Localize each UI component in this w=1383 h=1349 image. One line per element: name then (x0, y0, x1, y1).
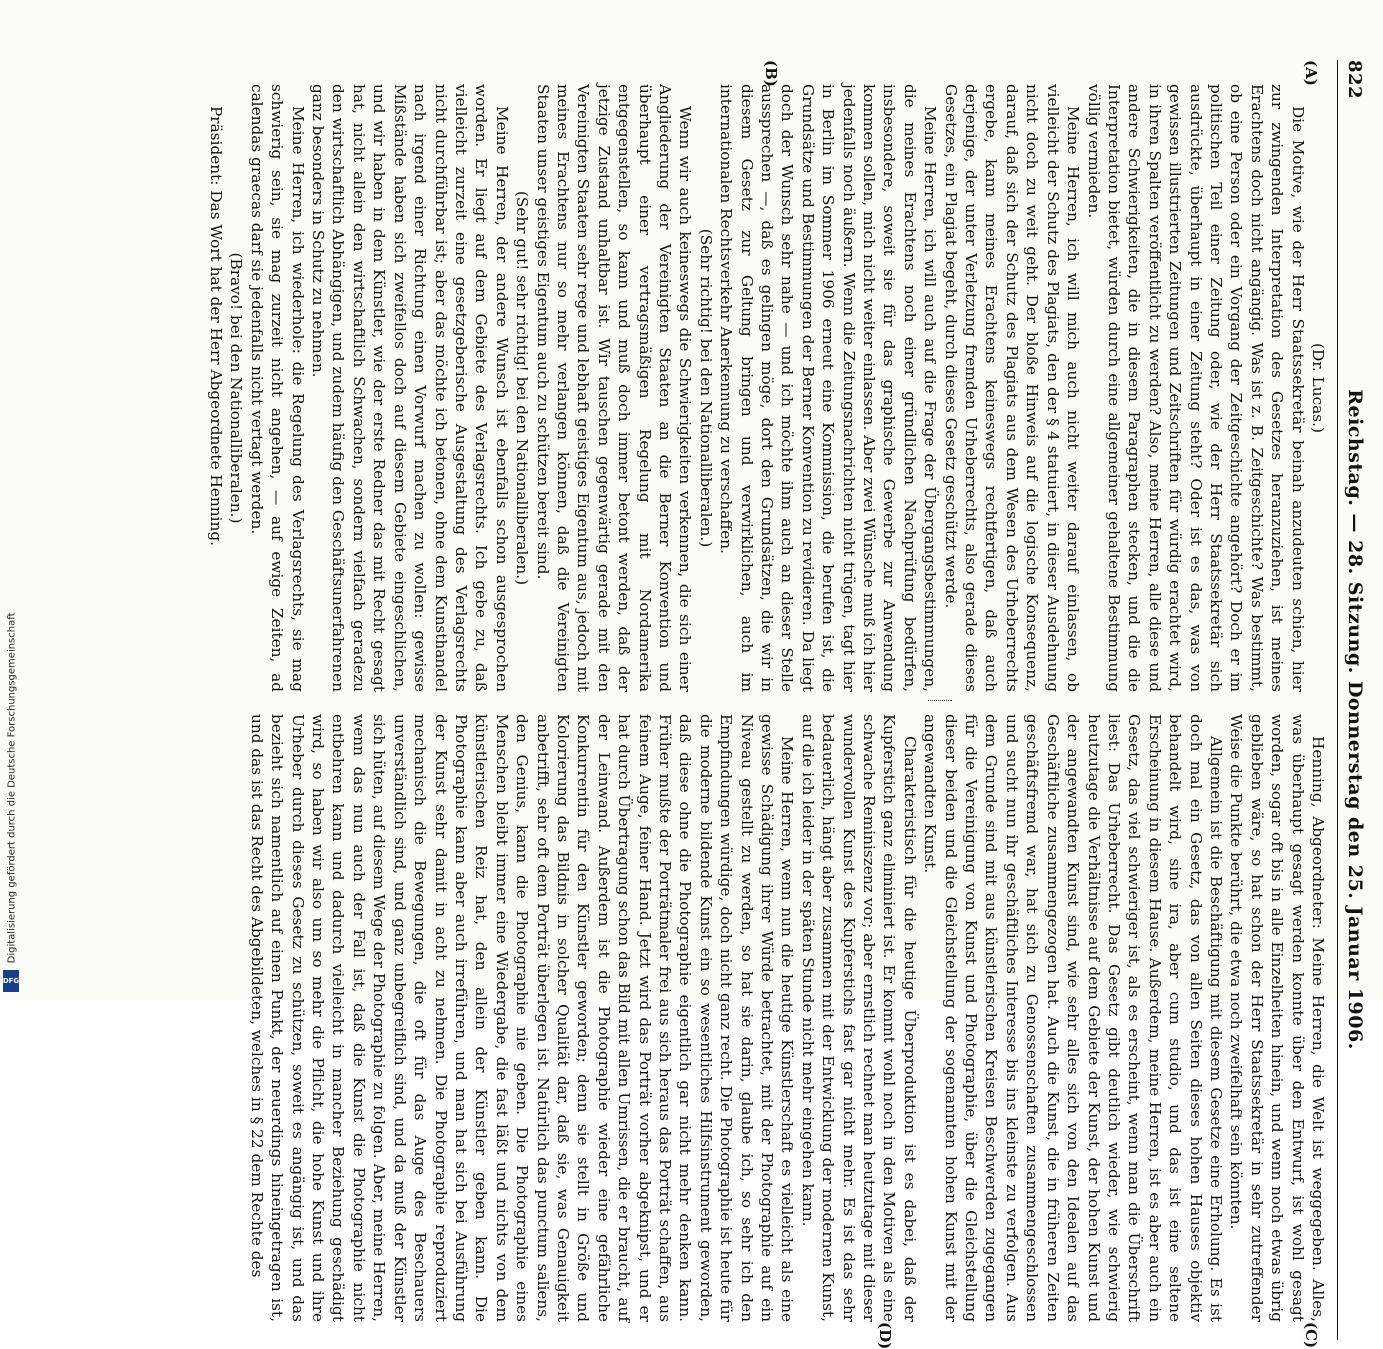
paragraph: Charakteristisch für die heutige Überproduktion ist es dabei, daß der Kupferstich ganz eliminiert ist. Er kommt wohl noch in den Motiven als eine schwache Reminiszenz vor; aber ernstlich rechnet man heutzutage mit dieser wundervollen Kunst des Kupferstichs fast gar nicht mehr. Es ist das sehr bedauerlich, hängt aber zusammen mit der Entwicklung der modernen Kunst, auf die ich leider in der späten Stunde nicht mehr eingehen kann. (798, 714, 919, 1322)
page-title: Reichstag. — 28. Sitzung. Donnerstag den 25. Januar 1906. (1344, 389, 1366, 1050)
interjection: (Sehr gut! sehr richtig! bei den Nationalliberalen.) (513, 190, 532, 586)
speaker-tag: (Dr. Lucas.) (1309, 343, 1327, 433)
paragraph: Meine Herren, wenn nun die heutige Künstlerschaft es vielleicht als eine gewisse Schädigung ihrer Würde betrachtet, mit der Photographie auf ein Niveau gestellt zu werden, so hat sie darin, glaube ich, so sehr ich den Empfindungen würdige, doch nicht ganz recht. Die Photographie ist heute für die moderne bildende Kunst ein so wesentliches Hilfsinstrument geworden, daß diese ohne die Photographie eigentlich gar nicht mehr denken kann. Früher mußte der Porträtmaler frei aus sich heraus das Porträt schaffen, aus feinem Auge, feiner Hand. Jetzt wird das Porträt vorher abgeknipst, und er hat durch Übertragung schon das Bild mit allen Umrissen, die er braucht, auf der Leinwand. Außerdem ist die Photographie wieder eine gefährliche Konkurrentin für den Künstler geworden; denn sie stellt in Größe und Kolorierung das Bildnis in solcher Qualität dar, daß sie, was Genauigkeit anbetrifft, sehr oft dem Porträt überlegen ist. Natürlich das punctum saliens, den Genius, kann die Photographie nie geben. Die Photographie eines Menschen bleibt immer eine Wiedergabe, die fast läßt und nichts von dem künstlerischen Reiz hat, den allein der Künstler geben kann. Die Photographie kann aber auch irreführen, und man hat sich bei Ausführung der Kunst sehr damit in acht zu nehmen. Die Photographie reproduziert mechanisch die Bewegungen, die oft für das Auge des Beschauers unverständlich sind, und ganz unbegreiflich sind, und da muß der Künstler sich hüten, auf diesem Wege der Photographie zu folgen. Aber, meine Herren, wenn das nun auch der Fall ist, daß die Kunst die Photographie nicht entbehren kann und dadurch vielleicht in mancher Beziehung geschädigt wird, so haben wir also um so mehr die Pflicht, die hohe Kunst und ihre Urheber durch dieses Gesetz zu schützen, soweit es angängig ist, und das bezieht sich namentlich auf einen Punkt, der neuerdings hineingetragen ist, und das ist das Recht des Abgebildeten, welches in § 22 dem Rechte des (247, 714, 797, 1322)
page-header (1337, 60, 1372, 1340)
right-column (247, 714, 1328, 1322)
column-divider (928, 700, 952, 702)
margin-marker-a: (A) (1302, 60, 1320, 86)
paragraph: Meine Herren, ich will mich auch nicht weiter darauf einlassen, ob vielleicht der Schutz des Plagiats, den der § 4 statuiert, in dieser Ausdehnung nicht doch zu weit geht. Der bloße Hinweis auf die logische Konsequenz, darauf, daß sich der Schutz des Plagiats aus dem Wesen des Urheberrechts ergebe, kann meines Erachtens keineswegs rechtfertigen, daß auch derjenige, der unter Verletzung fremden Urheberrechts, also gerade dieses Gesetzes, ein Plagiat begeht, durch dieses Gesetz geschützt werde. (941, 84, 1083, 692)
dfg-logo: DFG (3, 970, 19, 992)
paragraph: Allgemein ist die Beschäftigung mit diesem Gesetze eine Erholung. Es ist doch mal ein Gesetz, das von allen Seiten dieses hohen Hauses objektiv behandelt wird, sine ira, aber cum studio, und das ist eine seltene Erscheinung in diesem Hause. Außerdem, meine Herren, ist es aber auch ein Gesetz, das viel schwieriger ist, als es erscheint, wenn man die Überschrift liest: Das Urheberrecht. Das Gesetz gibt deutlich wieder, wie schwierig heutzutage die Verhältnisse auf dem Gebiete der Kunst, der hohen Kunst und der angewandten Kunst sind, wie sehr alles sich von den Idealen auf das Geschäftliche zusammengezogen hat. Auch die Kunst, die in früheren Zeiten geschäftsfremd war, hat sich zu Genossenschaften zusammengeschlossen und sucht nun ihr geschäftliches Interesse bis ins kleinste zu verfolgen. Aus dem Grunde sind mit aus künstlerischen Kreisen Beschwerden zugegangen für die Vereinigung von Kunst und Photographie, über die Gleichstellung dieser beiden und die Gleichstellung der sogenannten hohen Kunst mit der angewandten Kunst. (921, 714, 1225, 1322)
paragraph: Henning, Abgeordneter: Meine Herren, die Welt ist weggegeben. Alles, was überhaupt gesagt werden konnte über den Entwurf, ist wohl gesagt worden, sogar oft bis in alle Einzelheiten hinein, und wenn noch etwas übrig geblieben wäre, so hat schon der Herr Staatssekretär in sehr zutreffender Weise die Punkte berührt, die etwa noch zweifelhaft sein könnten. (1227, 714, 1327, 1322)
paragraph: Meine Herren, der andere Wunsch ist ebenfalls schon ausgesprochen worden. Er liegt auf dem Gebiete des Verlagsrechts. Ich gebe zu, daß vielleicht zurzeit eine gesetzgeberische Ausgestaltung des Verlagsrechts nicht durchführbar ist; aber das möchte ich betonen, ohne dem Kunsthandel nach irgend einer Richtung einen Vorwurf machen zu wollen: gewisse Mißstände haben sich zweifellos doch auf diesem Gebiete eingeschlichen, und wir haben in dem Künstler, wie der erste Redner das mit Recht gesagt hat, nicht allein den wirtschaftlich Schwachen, sondern vielfach geradezu den wirtschaftlich Abhängigen, und zudem häufig den Geschäftsunerfahrenen ganz besonders in Schutz zu nehmen. (309, 84, 511, 692)
paragraph: Die Motive, wie der Herr Staatssekretär beinah anzudeuten schien, hier zur zwingenden Interpretation des Gesetzes heranzuziehen, ist meines Erachtens doch nicht angängig. Was ist z. B. Zeitgeschichte? Was bestimmt, ob eine Person oder ein Vorgang der Zeitgeschichte angehört? Doch er im politischen Teil einer Zeitung oder, wie der Herr Staatssekretär sich ausdrückte, überhaupt in einer Zeitung steht? Oder ist es das, was von gewissen illustrierten Zeitungen und Zeitschriften für würdig erachtet wird, in ihren Spalten veröffentlicht zu werden? Also, meine Herren, alle diese und andere Schwierigkeiten, die in diesem Paragraphen stecken, und die die Interpretation bietet, würden durch eine allgemeiner gehaltene Bestimmung völlig vermieden. (1084, 84, 1307, 692)
paragraph: Präsident: Das Wort hat der Herr Abgeordnete Henning. (207, 106, 226, 546)
interjection: (Bravo! bei den Nationalliberalen.) (227, 252, 246, 524)
credit-text: Digitalisierung gefördert durch die Deutsche Forschungsgemeinschaft (6, 612, 18, 964)
margin-marker-c: (C) (1302, 1322, 1320, 1349)
digitization-credit (4, 600, 20, 996)
rotated-page-content (92, 60, 1372, 1349)
paragraph: Meine Herren, ich will auch auf die Frage der Übergangsbestimmungen, die meines Erachtens noch einer gründlichen Nachprüfung bedürfen, insbesondere, soweit sie für das graphische Gewerbe zur Anwendung kommen sollen, mich nicht weiter einlassen. Aber zwei Wünsche muß ich hier jedenfalls noch äußern. Wenn die Zeitungsnachrichten nicht trügen, tagt hier in Berlin im Sommer 1906 erneut eine Kommission, die berufen ist, die Grundsätze und Bestimmungen der Berner Konvention zu revidieren. Da liegt doch der Wunsch sehr nahe — und ich möchte ihm auch an dieser Stelle aussprechen —, daß es gelingen möge, dort den Grundsätzen, die wir in diesem Gesetz zur Geltung bringen und verwirklichen, auch im internationalen Rechtsverkehr Anerkennung zu verschaffen. (717, 84, 940, 692)
margin-marker-b: (B) (762, 60, 780, 87)
margin-marker-d: (D) (876, 1322, 894, 1349)
paragraph: Meine Herren, ich wiederhole: die Regelung des Verlagsrechts, sie mag schwierig sein, sie mag zurzeit nicht angehen, — auf ewige Zeiten, ad calendas graecas darf sie jedenfalls nicht vertagt werden. (247, 84, 307, 692)
left-column (207, 84, 1328, 692)
paragraph: Wenn wir auch keineswegs die Schwierigkeiten verkennen, die sich einer Angliederung der Vereinigten Staaten an die Berner Konvention und überhaupt einer vertragsmäßigen Regelung mit Nordamerika entgegenstellen, so kann und muß doch immer betont werden, daß der jetzige Zustand unhaltbar ist. Wir tauschen gegenwärtig gerade mit den Vereinigten Staaten sehr rege und lebhaft geistiges Eigentum aus, jedoch mit meines Erachtens nur so mehr verlangen können, daß die Vereinigten Staaten unser geistiges Eigentum auch zu schützen bereit sind. (533, 84, 695, 692)
page-number: 822 (1344, 60, 1366, 100)
interjection: (Sehr richtig! bei den Nationalliberalen.) (696, 228, 715, 548)
